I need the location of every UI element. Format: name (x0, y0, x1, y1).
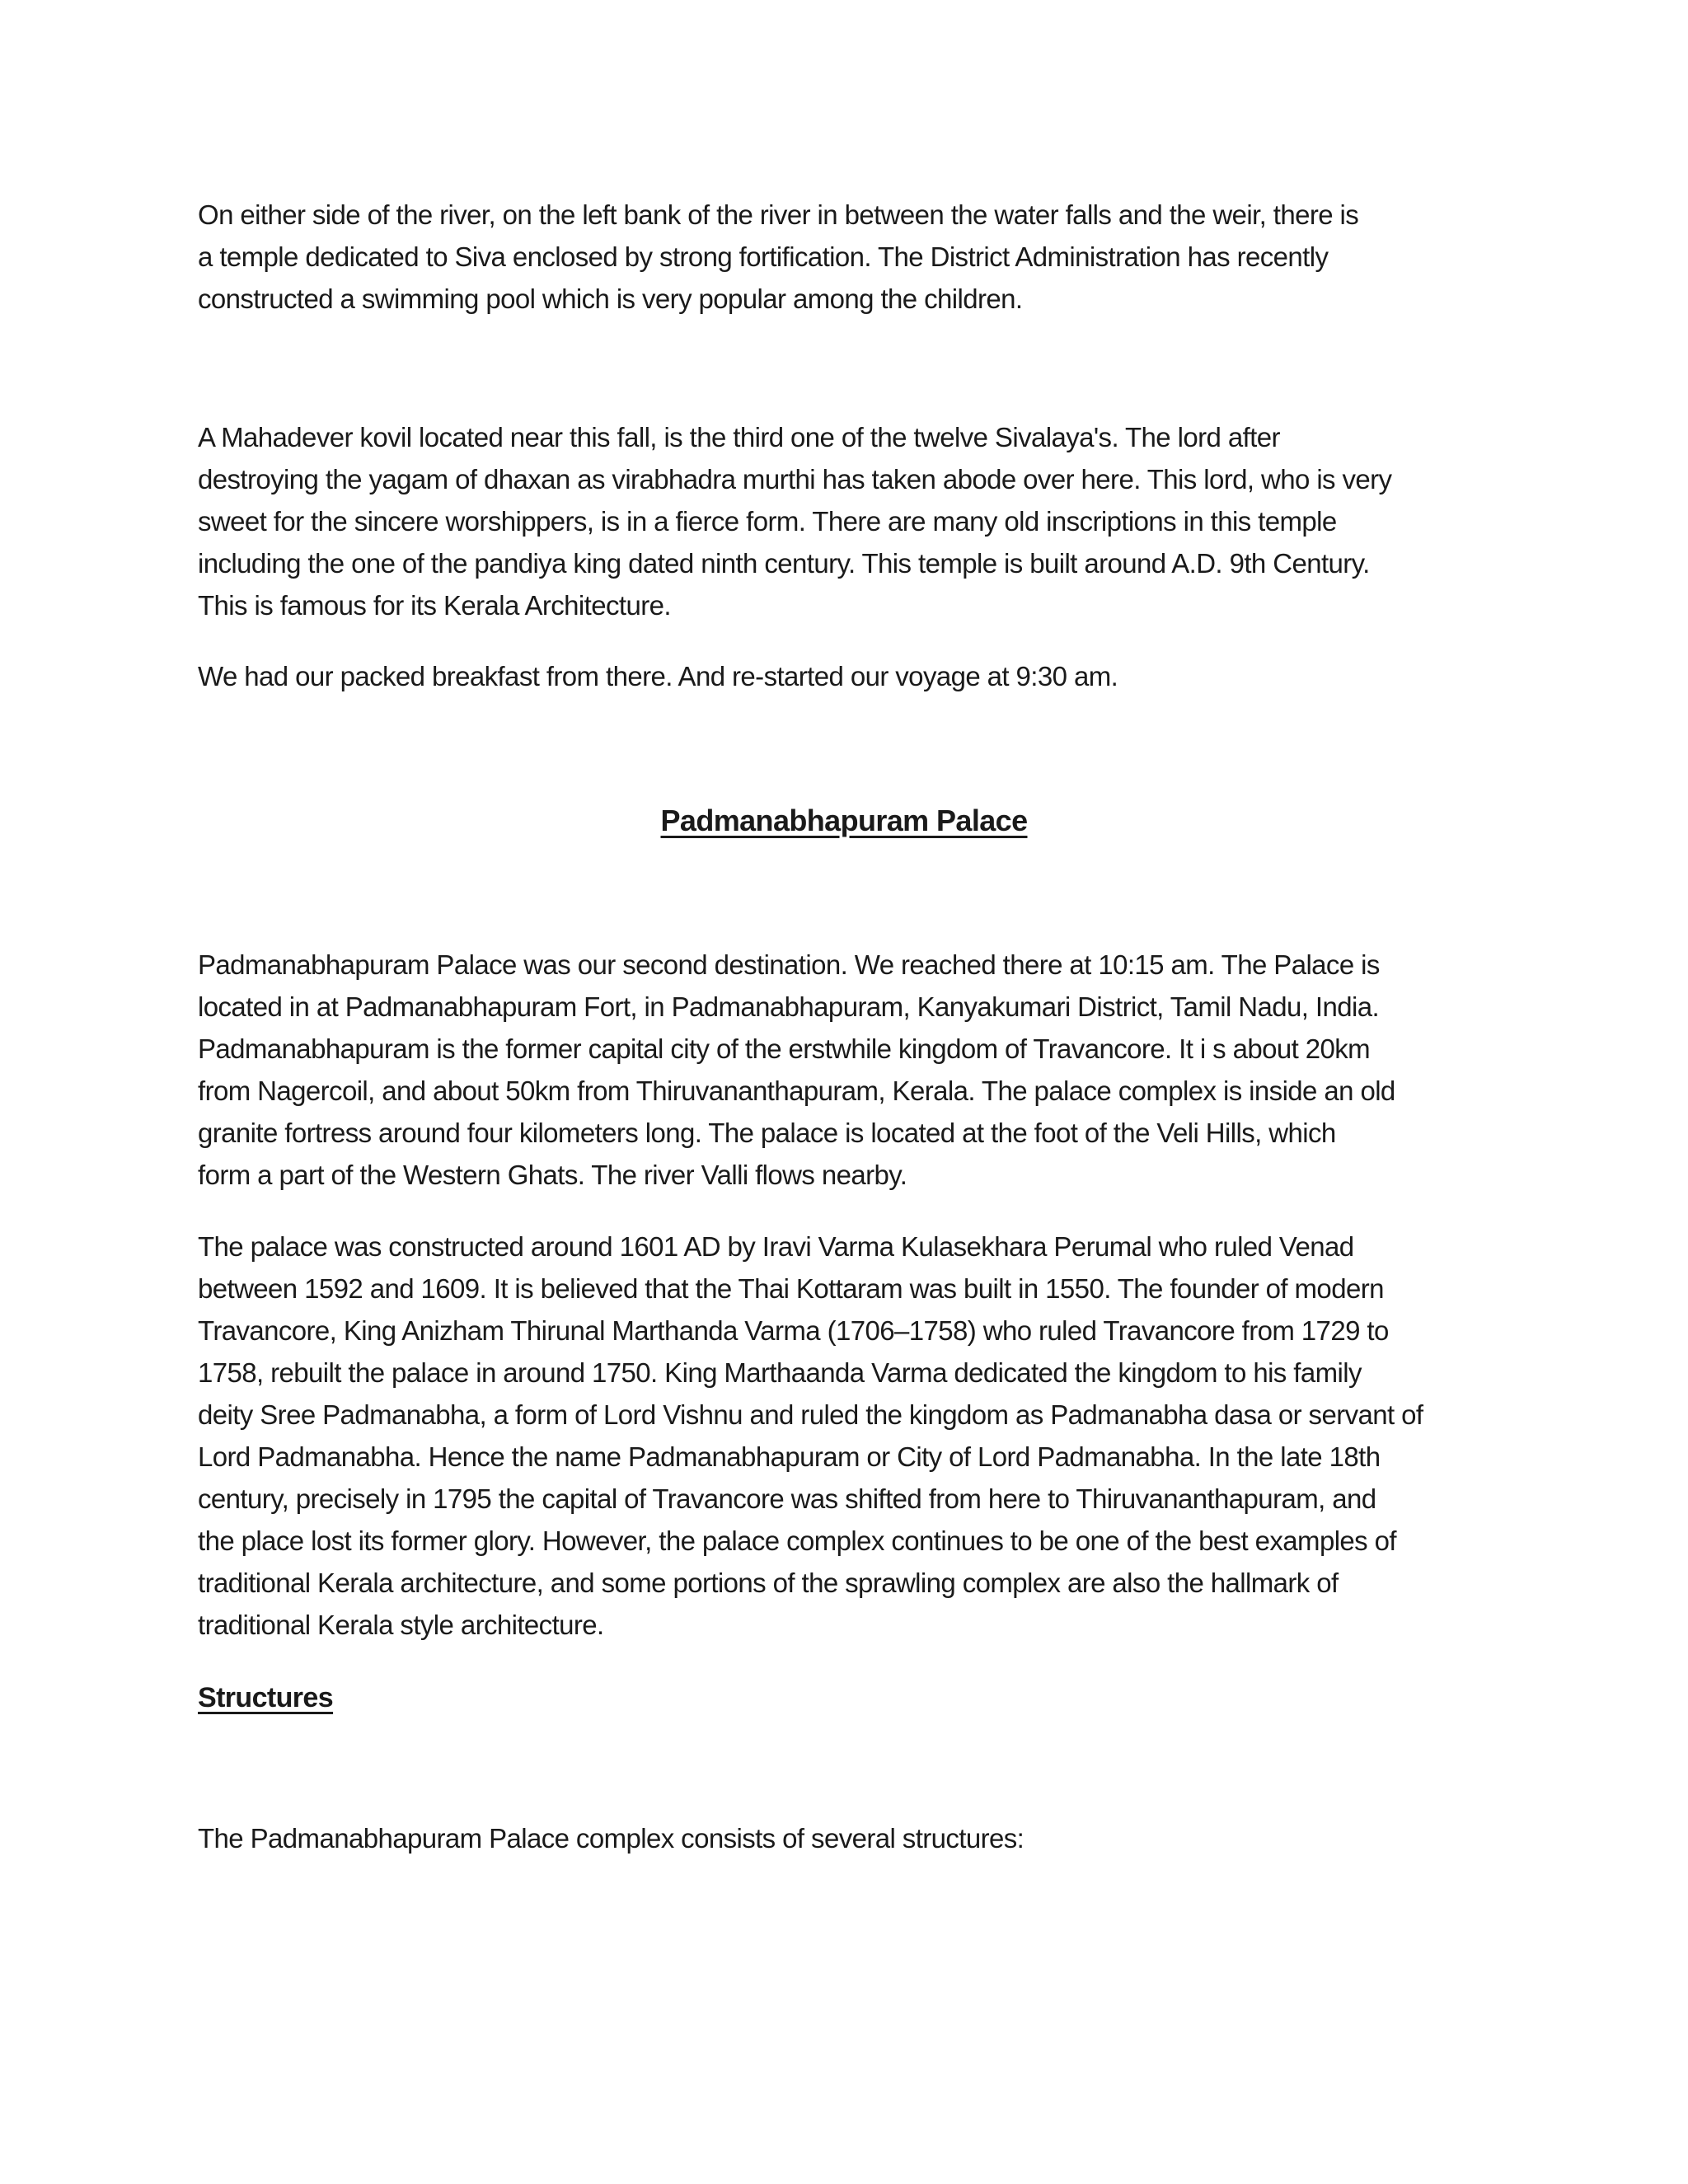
text-line: constructed a swimming pool which is very popular among the children. (198, 284, 1023, 314)
text-line: Padmanabhapuram Palace was our second destination. We reached there at 10:15 am. The Palace is (198, 949, 1380, 980)
text-line: We had our packed breakfast from there. And re-started our voyage at 9:30 am. (198, 661, 1118, 691)
text-line: deity Sree Padmanabha, a form of Lord Vishnu and ruled the kingdom as Padmanabha dasa or servant of (198, 1399, 1423, 1430)
paragraph-siva-temple (198, 194, 1500, 320)
text-line: The palace was constructed around 1601 AD by Iravi Varma Kulasekhara Perumal who ruled Venad (198, 1231, 1354, 1262)
text-line: Lord Padmanabha. Hence the name Padmanabhapuram or City of Lord Padmanabha. In the late 18th (198, 1441, 1381, 1472)
text-line: This is famous for its Kerala Architecture. (198, 590, 671, 621)
text-line: from Nagercoil, and about 50km from Thiruvananthapuram, Kerala. The palace complex is inside an old (198, 1076, 1395, 1106)
text-line: traditional Kerala style architecture. (198, 1610, 604, 1640)
text-line: Padmanabhapuram is the former capital city of the erstwhile kingdom of Travancore. It i s about 20km (198, 1033, 1371, 1064)
text-line: On either side of the river, on the left bank of the river in between the water falls and the weir, there is (198, 199, 1359, 230)
section-heading-structures: Structures (198, 1682, 334, 1713)
paragraph-structures-intro (198, 1817, 1500, 1859)
text-line: located in at Padmanabhapuram Fort, in Padmanabhapuram, Kanyakumari District, Tamil Nadu, India. (198, 991, 1380, 1022)
text-line: A Mahadever kovil located near this fall, is the third one of the twelve Sivalaya's. The lord after (198, 422, 1280, 452)
section-heading-palace: Padmanabhapuram Palace (660, 804, 1028, 837)
text-line: Travancore, King Anizham Thirunal Marthanda Varma (1706–1758) who ruled Travancore from 1729 to (198, 1315, 1389, 1346)
paragraph-palace-history (198, 1226, 1500, 1646)
text-line: destroying the yagam of dhaxan as virabhadra murthi has taken abode over here. This lord, who is very (198, 464, 1392, 494)
text-line: between 1592 and 1609. It is believed that the Thai Kottaram was built in 1550. The founder of modern (198, 1273, 1384, 1304)
text-line: century, precisely in 1795 the capital of Travancore was shifted from here to Thiruvananthapuram, and (198, 1483, 1376, 1514)
paragraph-palace-intro (198, 944, 1500, 1196)
text-line: granite fortress around four kilometers long. The palace is located at the foot of the Veli Hills, which (198, 1118, 1336, 1148)
text-line: traditional Kerala architecture, and some portions of the sprawling complex are also the hallmark of (198, 1568, 1339, 1598)
text-line: form a part of the Western Ghats. The river Valli flows nearby. (198, 1160, 907, 1190)
text-line: a temple dedicated to Siva enclosed by strong fortification. The District Administration has recently (198, 241, 1329, 272)
text-line: 1758, rebuilt the palace in around 1750. King Marthaanda Varma dedicated the kingdom to his family (198, 1357, 1362, 1388)
text-line: including the one of the pandiya king dated ninth century. This temple is built around A.D. 9th Century. (198, 548, 1370, 579)
text-line: sweet for the sincere worshippers, is in a fierce form. There are many old inscriptions in this temple (198, 506, 1337, 537)
paragraph-mahadever-kovil (198, 416, 1500, 626)
paragraph-breakfast (198, 655, 1500, 697)
text-line: the place lost its former glory. However, the palace complex continues to be one of the best examples of (198, 1526, 1396, 1556)
text-line: The Padmanabhapuram Palace complex consists of several structures: (198, 1823, 1025, 1854)
